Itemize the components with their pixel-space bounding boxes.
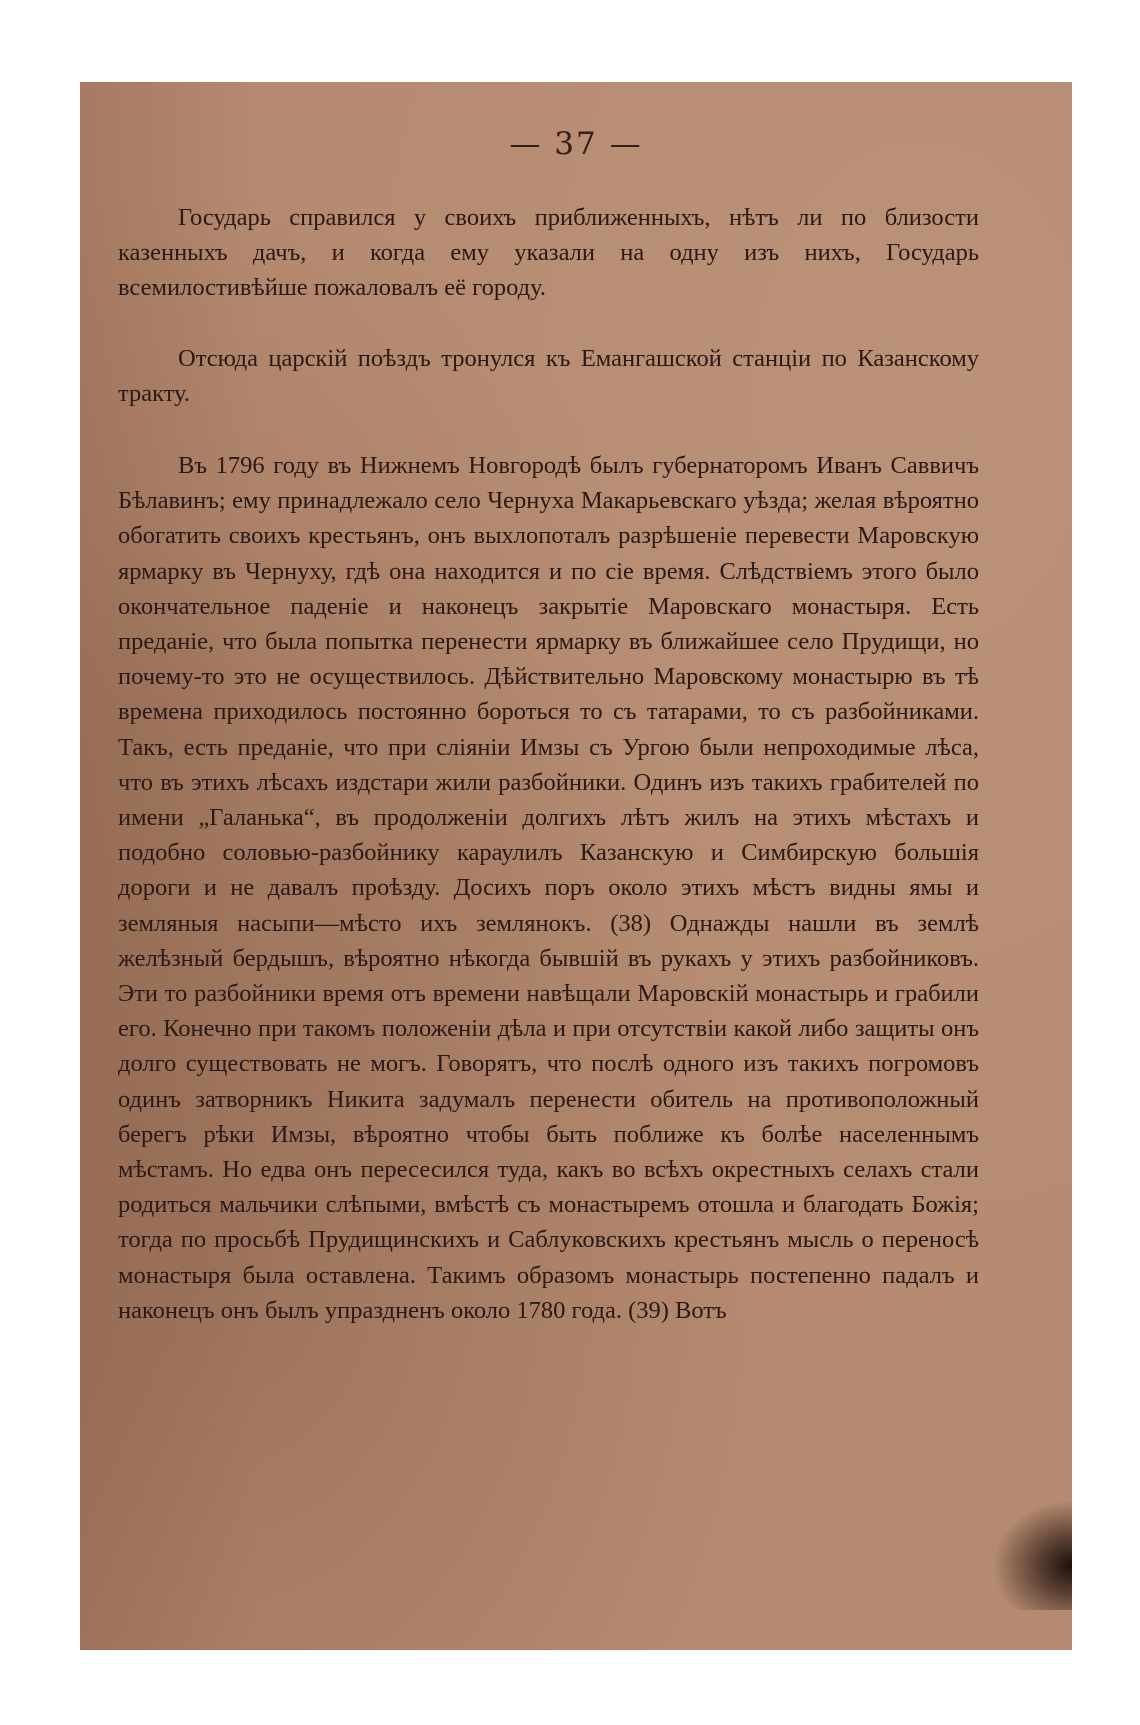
- page-corner-shadow: [992, 1500, 1072, 1610]
- paragraph-3: [118, 448, 979, 1328]
- paragraph-3-text: Въ 1796 году въ Нижнемъ Новгородѣ былъ губернаторомъ Иванъ Саввичъ Бѣлавинъ; ему принадлежало село Чернуха Макарьевскаго уѣзда; желая вѣроятно обогатить своихъ крестьянъ, онъ выхлопоталъ разрѣшеніе перевести Маровскую ярмарку въ Чернуху, гдѣ она находится и по сіе время. Слѣдствіемъ этого было окончательное паденіе и наконецъ закрытіе Маровскаго монастыря. Есть преданіе, что была попытка перенести ярмарку въ ближайшее село Прудищи, но почему-то это не осуществилось. Дѣйствительно Маровскому монастырю въ тѣ времена приходилось постоянно бороться то съ татарами, то съ разбойниками. Такъ, есть преданіе, что при сліяніи Имзы съ Ургою были непроходимые лѣса, что въ этихъ лѣсахъ издстари жили разбойники. Одинъ изъ такихъ грабителей по имени „Галанька“, въ продолженіи долгихъ лѣтъ жилъ на этихъ мѣстахъ и подобно соловью-разбойнику караулилъ Казанскую и Симбирскую большія дороги и не давалъ проѣзду. Досихъ поръ около этихъ мѣстъ видны ямы и земляныя насыпи—мѣсто ихъ землянокъ. (38) Однажды нашли въ землѣ желѣзный бердышъ, вѣроятно нѣкогда бывшій въ рукахъ у этихъ разбойниковъ. Эти то разбойники время отъ времени навѣщали Маровскій монастырь и грабили его. Конечно при такомъ положеніи дѣла и при отсутствіи какой либо защиты онъ долго существовать не могъ. Говорятъ, что послѣ одного изъ такихъ погромовъ одинъ затворникъ Никита задумалъ перенести обитель на противоположный берегъ рѣки Имзы, вѣроятно чтобы быть поближе къ болѣе населеннымъ мѣстамъ. Но едва онъ пересесился туда, какъ во всѣхъ окрестныхъ селахъ стали родиться мальчики слѣпыми, вмѣстѣ съ монастыремъ отошла и благодать Божія; тогда по просьбѣ Прудищинскихъ и Саблуковскихъ крестьянъ мысль о переносѣ монастыря была оставлена. Такимъ образомъ монастырь постепенно падалъ и наконецъ онъ былъ упраздненъ около 1780 года. (39) Вотъ: [118, 452, 979, 1324]
- paragraph-2: [118, 341, 979, 411]
- paragraph-2-text: Отсюда царскій поѣздъ тронулся къ Емангашской станціи по Казанскому тракту.: [118, 345, 979, 408]
- scanned-page: [80, 82, 1072, 1650]
- paragraph-1-text: Государь справился у своихъ приближенныхъ, нѣтъ ли по близости казенныхъ дачъ, и когда ему указали на одну изъ нихъ, Государь всемилостивѣйше пожаловалъ её городу.: [118, 204, 979, 302]
- page-number: — 37 —: [509, 126, 643, 162]
- paragraph-1: [118, 200, 979, 306]
